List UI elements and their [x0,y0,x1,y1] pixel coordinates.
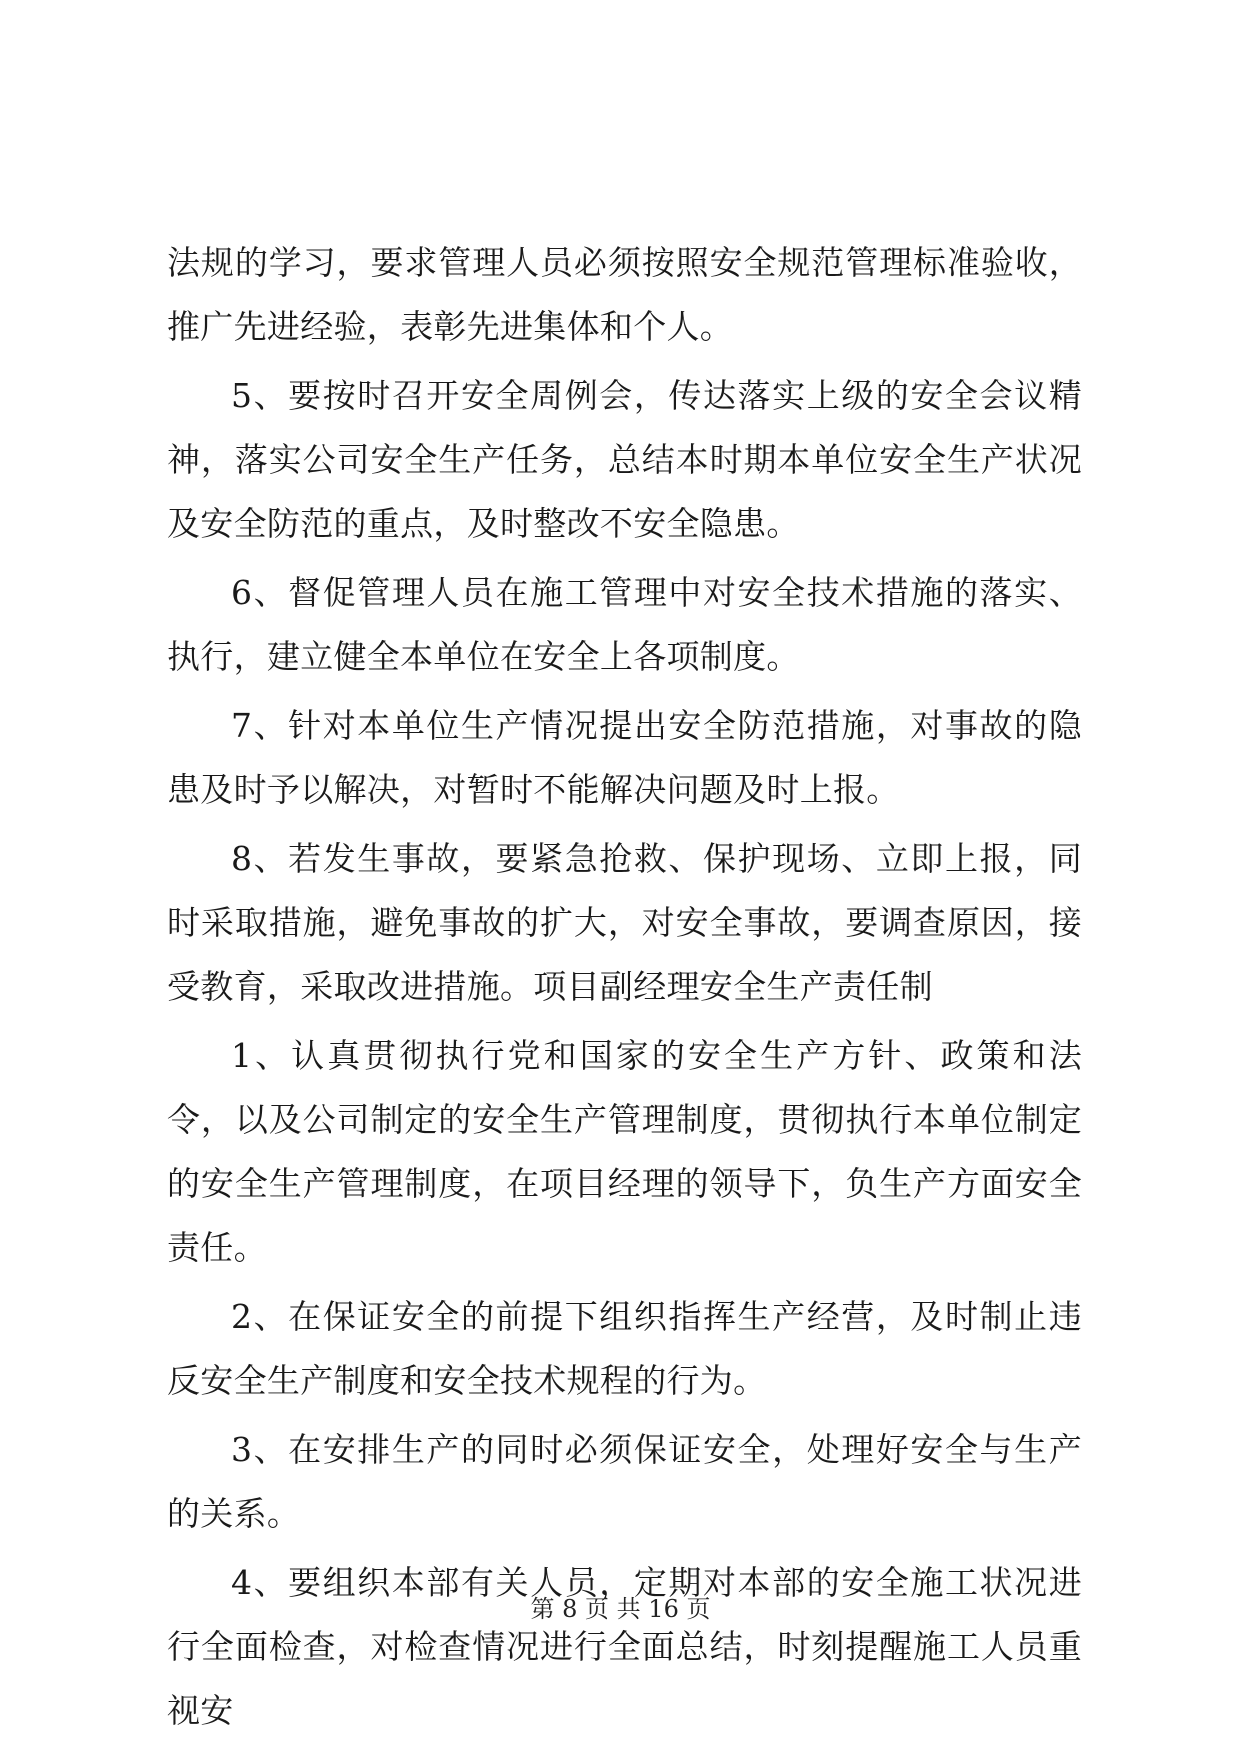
paragraph-item-1: 1、认真贯彻执行党和国家的安全生产方针、政策和法令，以及公司制定的安全生产管理制度，贯彻执行本单位制定的安全生产管理制度，在项目经理的领导下，负生产方面安全责任。 [167,1036,1082,1267]
paragraph-item-3: 3、在安排生产的同时必须保证安全，处理好安全与生产的关系。 [167,1430,1082,1533]
paragraph-item-7: 7、针对本单位生产情况提出安全防范措施，对事故的隐患及时予以解决，对暂时不能解决问题及时上报。 [167,706,1082,809]
paragraph-continuation: 法规的学习，要求管理人员必须按照安全规范管理标准验收，推广先进经验，表彰先进集体和个人。 [167,243,1082,346]
paragraph-item-8: 8、若发生事故，要紧急抢救、保护现场、立即上报，同时采取措施，避免事故的扩大，对安全事故，要调查原因，接受教育，采取改进措施。项目副经理安全生产责任制 [167,839,1082,1006]
paragraph-item-2: 2、在保证安全的前提下组织指挥生产经营，及时制止违反安全生产制度和安全技术规程的行为。 [167,1297,1082,1400]
paragraph-item-4: 4、要组织本部有关人员，定期对本部的安全施工状况进行全面检查，对检查情况进行全面总结，时刻提醒施工人员重视安 [167,1563,1082,1730]
paragraph-item-5: 5、要按时召开安全周例会，传达落实上级的安全会议精神，落实公司安全生产任务，总结本时期本单位安全生产状况及安全防范的重点，及时整改不安全隐患。 [167,376,1082,543]
document-body [167,231,1082,1748]
page-number-footer: 第 8 页 共 16 页 [530,1595,711,1623]
paragraph-item-6: 6、督促管理人员在施工管理中对安全技术措施的落实、执行，建立健全本单位在安全上各项制度。 [167,573,1082,676]
